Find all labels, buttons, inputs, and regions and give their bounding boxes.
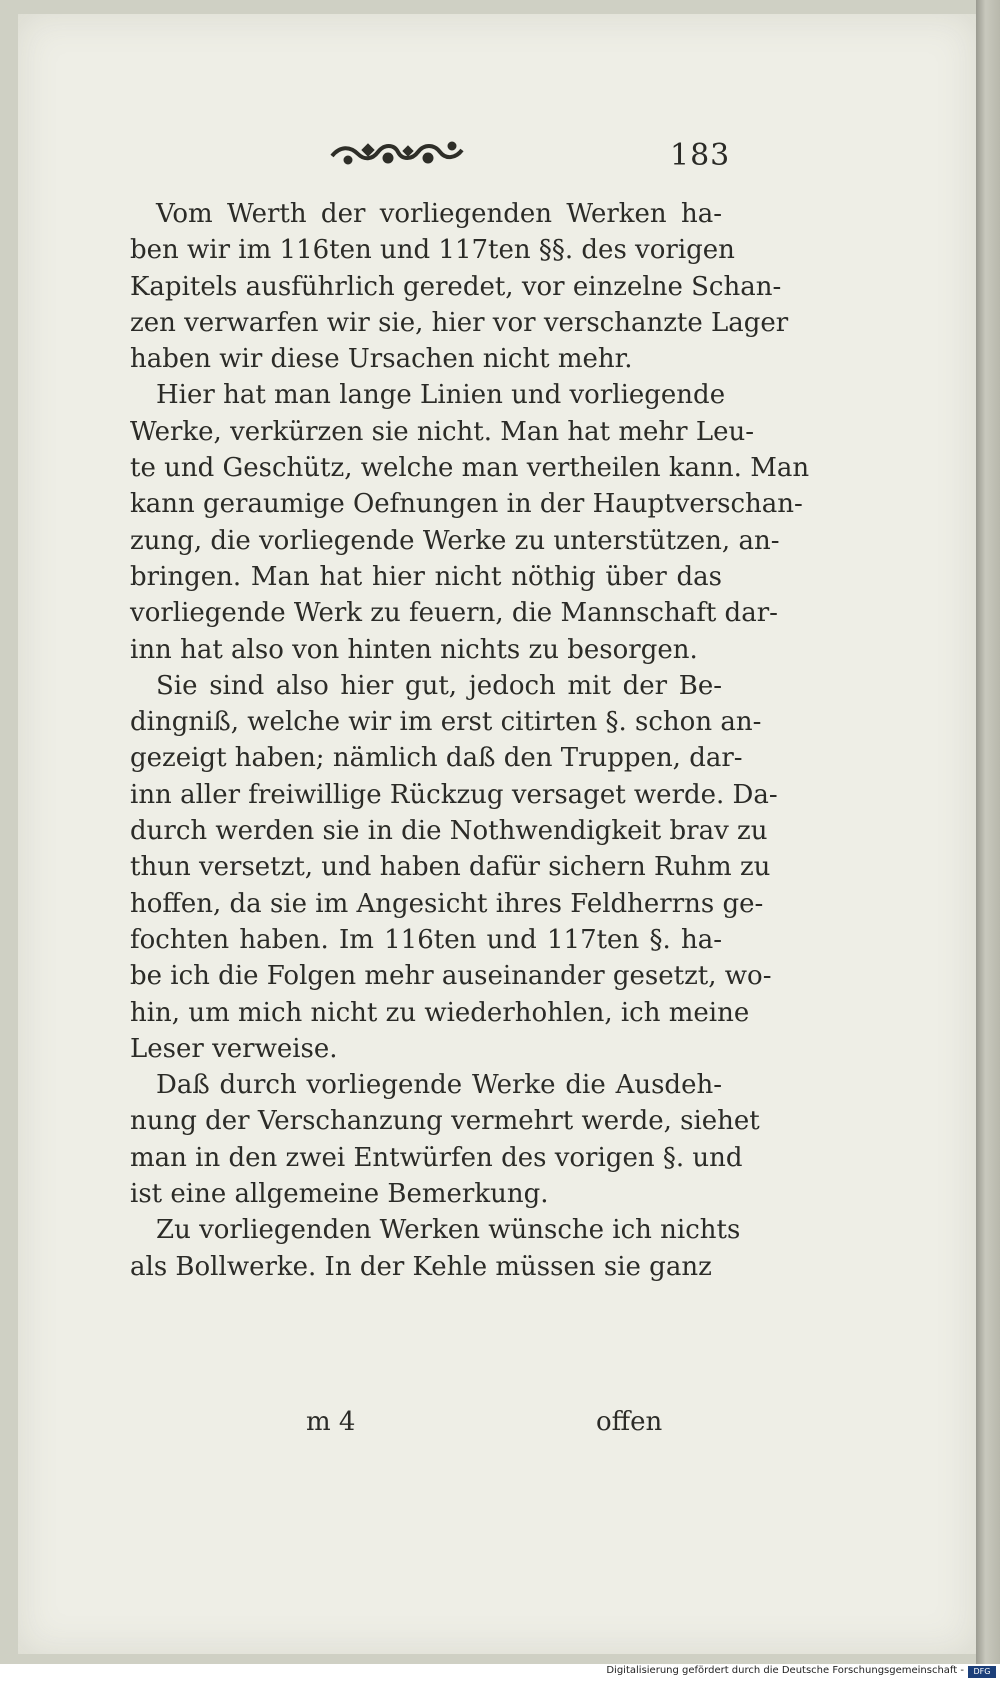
text-line: bringen. Man hat hier nicht nöthig über das — [130, 561, 722, 592]
text-line: zen verwarfen wir sie, hier vor verschanzte Lager — [130, 307, 789, 338]
digitization-credit-bar — [0, 1664, 1000, 1681]
text-line: ist eine allgemeine Bemerkung. — [130, 1179, 549, 1210]
text-line: als Bollwerke. In der Kehle müssen sie ganz — [130, 1251, 712, 1282]
page-footer — [130, 1407, 722, 1443]
text-line: Kapitels ausführlich geredet, vor einzelne Schan- — [130, 271, 782, 302]
text-line: Hier hat man lange Linien und vorliegende — [156, 380, 726, 411]
text-line: Daß durch vorliegende Werke die Ausdeh- — [156, 1070, 722, 1101]
page-number: 183 — [670, 138, 731, 173]
text-line: ben wir im 116ten und 117ten §§. des vorigen — [130, 235, 735, 266]
text-line: hin, um mich nicht zu wiederhohlen, ich meine — [130, 997, 750, 1028]
text-line: dingniß, welche wir im erst citirten §. schon an- — [130, 707, 762, 738]
dfg-logo: DFG — [968, 1666, 996, 1678]
text-line: fochten haben. Im 116ten und 117ten §. ha- — [130, 924, 722, 955]
digitization-credit: Digitalisierung gefördert durch die Deutsche Forschungsgemeinschaft - — [606, 1665, 964, 1676]
text-line: haben wir diese Ursachen nicht mehr. — [130, 344, 633, 375]
text-line: te und Geschütz, welche man vertheilen kann. Man — [130, 453, 810, 484]
paragraph — [130, 377, 810, 667]
paragraph — [130, 1067, 760, 1212]
text-line: gezeigt haben; nämlich daß den Truppen, dar- — [130, 743, 743, 774]
text-line: Werke, verkürzen sie nicht. Man hat mehr Leu- — [130, 416, 755, 447]
text-line: inn hat also von hinten nichts zu besorgen. — [130, 634, 698, 665]
text-line: thun versetzt, und haben dafür sichern Ruhm zu — [130, 852, 771, 883]
text-line: kann geraumige Oefnungen in der Hauptverschan- — [130, 489, 803, 520]
catchword: offen — [596, 1407, 663, 1437]
page-body-text — [130, 196, 810, 1285]
text-line: be ich die Folgen mehr auseinander gesetzt, wo- — [130, 961, 772, 992]
text-line: Zu vorliegenden Werken wünsche ich nichts — [156, 1215, 741, 1246]
text-line: Vom Werth der vorliegenden Werken ha- — [156, 199, 722, 229]
text-line: man in den zwei Entwürfen des vorigen §. und — [130, 1142, 743, 1173]
text-line: inn aller freiwillige Rückzug versaget werde. Da- — [130, 779, 778, 810]
text-line: vorliegende Werk zu feuern, die Mannschaft dar- — [130, 598, 778, 629]
text-line: Sie sind also hier gut, jedoch mit der Be- — [156, 670, 722, 701]
text-line: zung, die vorliegende Werke zu unterstützen, an- — [130, 525, 780, 556]
paragraph — [130, 668, 778, 1067]
paragraph — [130, 1212, 741, 1285]
text-line: Leser verweise. — [130, 1033, 338, 1064]
text-line: durch werden sie in die Nothwendigkeit brav zu — [130, 816, 768, 847]
text-line: hoffen, da sie im Angesicht ihres Feldherrns ge- — [130, 888, 764, 919]
printers-ornament — [328, 138, 466, 170]
book-spine — [976, 0, 1000, 1664]
paragraph — [130, 196, 789, 377]
signature-mark: m 4 — [306, 1407, 356, 1437]
text-line: nung der Verschanzung vermehrt werde, siehet — [130, 1106, 760, 1137]
